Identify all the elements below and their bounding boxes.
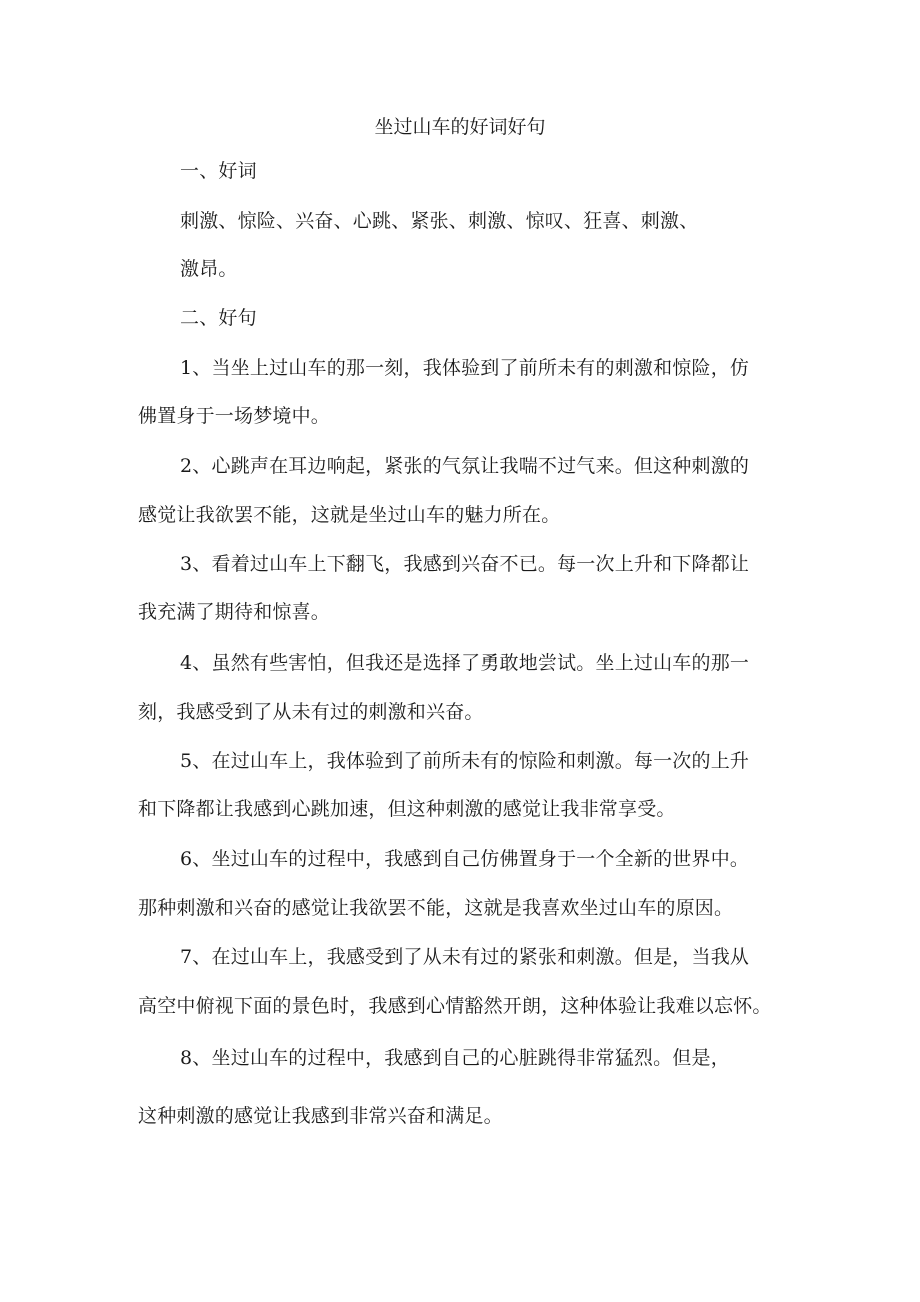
words-list-line-2: 激昂。 <box>180 258 238 280</box>
sentence-6-line-1: 6、坐过山车的过程中，我感到自己仿佛置身于一个全新的世界中。 <box>180 848 750 870</box>
sentence-2-line-2: 感觉让我欲罢不能，这就是坐过山车的魅力所在。 <box>138 504 561 526</box>
sentence-2-line-1: 2、心跳声在耳边响起，紧张的气氛让我喘不过气来。但这种刺激的 <box>180 455 750 477</box>
sentence-5-line-2: 和下降都让我感到心跳加速，但这种刺激的感觉让我非常享受。 <box>138 798 676 820</box>
sentence-8-line-2: 这种刺激的感觉让我感到非常兴奋和满足。 <box>138 1105 503 1127</box>
sentence-5-line-1: 5、在过山车上，我体验到了前所未有的惊险和刺激。每一次的上升 <box>180 750 750 772</box>
sentence-4-line-1: 4、虽然有些害怕，但我还是选择了勇敢地尝试。坐上过山车的那一 <box>180 652 750 674</box>
words-list-line-1: 刺激、惊险、兴奋、心跳、紧张、刺激、惊叹、狂喜、刺激、 <box>180 210 699 232</box>
sentence-3-line-1: 3、看着过山车上下翻飞，我感到兴奋不已。每一次上升和下降都让 <box>180 553 750 575</box>
sentence-3-line-2: 我充满了期待和惊喜。 <box>138 601 331 623</box>
sentence-1-line-1: 1、当坐上过山车的那一刻，我体验到了前所未有的刺激和惊险，仿 <box>180 357 750 379</box>
sentence-6-line-2: 那种刺激和兴奋的感觉让我欲罢不能，这就是我喜欢坐过山车的原因。 <box>138 897 734 919</box>
sentence-7-line-1: 7、在过山车上，我感受到了从未有过的紧张和刺激。但是，当我从 <box>180 946 750 968</box>
sentence-1-line-2: 佛置身于一场梦境中。 <box>138 405 331 427</box>
sentence-7-line-2: 高空中俯视下面的景色时，我感到心情豁然开朗，这种体验让我难以忘怀。 <box>138 995 772 1017</box>
sentence-4-line-2: 刻，我感受到了从未有过的刺激和兴奋。 <box>138 701 484 723</box>
sentences-heading: 二、好句 <box>180 307 257 329</box>
page-title: 坐过山车的好词好句 <box>374 116 546 138</box>
words-heading: 一、好词 <box>180 160 257 182</box>
sentence-8-line-1: 8、坐过山车的过程中，我感到自己的心脏跳得非常猛烈。但是， <box>180 1047 730 1069</box>
